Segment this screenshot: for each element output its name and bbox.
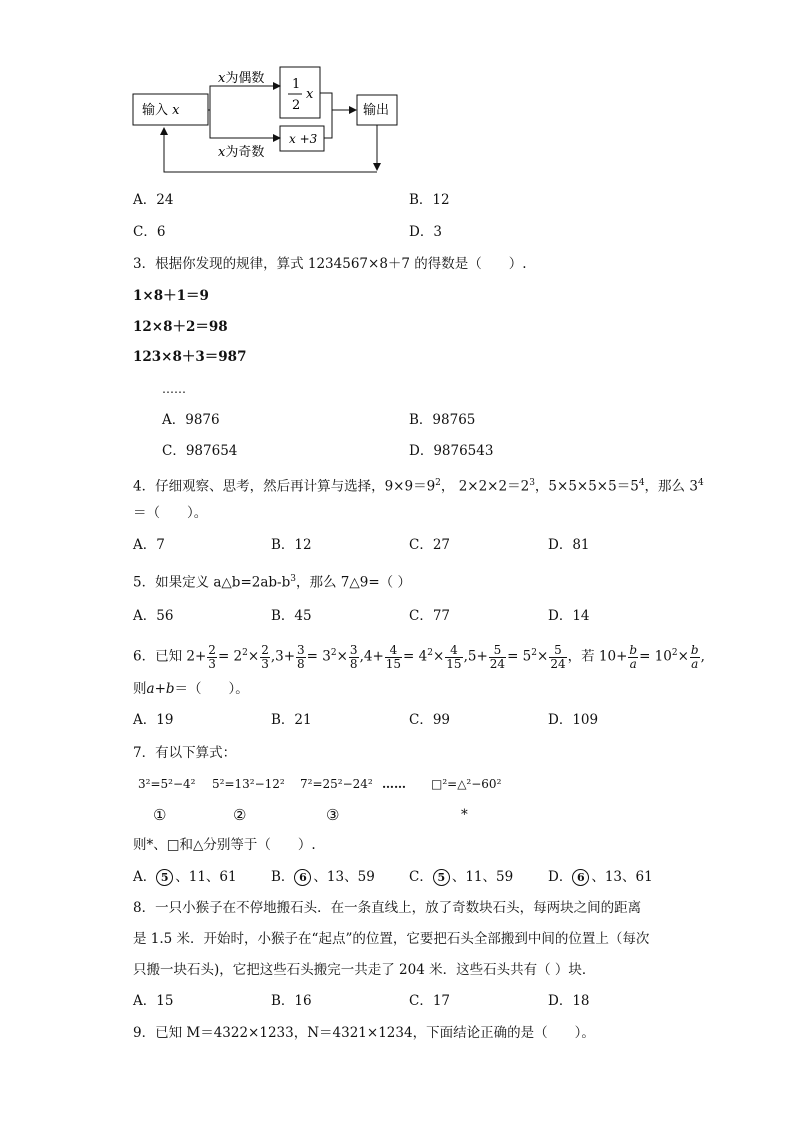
circled-number: 6 (572, 869, 589, 886)
q6-option-c[interactable]: C．99 (409, 712, 451, 728)
q3-stem: 3．根据你发现的规律，算式 1234567×8＋7 的得数是（ ）. (133, 256, 527, 272)
q7-marker-4: * (461, 807, 468, 823)
q8-line-1: 8．一只小猴子在不停地搬石头．在一条直线上，放了奇数块石头，每两块之间的距离 (133, 900, 642, 916)
q6-stem: 6．已知 2+ $\frac{2}{3}$ = $2^2\times$ $\frac{2}{3}$ ,3+ $\frac{3}{8}$ = $3^2\times$ $\frac{3}{8}$ ,4+ $\frac{4}{15}$ = $4^2\times$ $\frac{4}{15}$ ,5+ $\frac{5}{24}$ = $5^2\times$ $\frac{5}{24}$ ，若 10+ $\frac{b}{a}$ = $10^2\times$ $\frac{b}{a}$ , (133, 642, 705, 671)
q8-line-2: 是 1.5 米．开始时，小猴子在“起点”的位置，它要把石头全部搬到中间的位置上（每次 (133, 931, 650, 947)
q7-eq-3: 7²=25²−24² (300, 777, 373, 791)
q5-option-a[interactable]: A．56 (133, 608, 174, 624)
q7-option-c[interactable]: C． 5 、11、59 (409, 869, 514, 885)
q7-dots: …… (382, 777, 406, 791)
plus3-label: x +3 (289, 132, 318, 146)
q8-option-b[interactable]: B．16 (271, 993, 312, 1009)
q7-marker-2: ② (233, 806, 247, 824)
circled-number: 5 (156, 869, 173, 886)
q6-stem-cont: 则a+b＝（ ）。 (133, 681, 249, 697)
q6-option-b[interactable]: B．21 (271, 712, 312, 728)
q2-option-d[interactable]: D．3 (409, 224, 442, 240)
q7-marker-3: ③ (326, 806, 340, 824)
q7-stem: 7．有以下算式： (133, 745, 237, 761)
q4-option-a[interactable]: A．7 (133, 537, 165, 553)
q3-option-d[interactable]: D．9876543 (409, 443, 494, 459)
output-label: 输出 (363, 103, 390, 118)
odd-label: x为奇数 (218, 145, 265, 160)
q4-option-c[interactable]: C．27 (409, 537, 451, 553)
q3-option-b[interactable]: B．98765 (409, 412, 476, 428)
q5-option-d[interactable]: D．14 (548, 608, 590, 624)
q5-option-c[interactable]: C．77 (409, 608, 451, 624)
q7-option-d[interactable]: D． 6 、13、61 (548, 869, 653, 885)
q2-option-c[interactable]: C．6 (133, 224, 166, 240)
q5-option-b[interactable]: B．45 (271, 608, 312, 624)
q7-marker-1: ① (153, 806, 167, 824)
q8-option-d[interactable]: D．18 (548, 993, 590, 1009)
even-label: x为偶数 (218, 71, 265, 86)
q4-option-b[interactable]: B．12 (271, 537, 312, 553)
q8-option-c[interactable]: C．17 (409, 993, 451, 1009)
circled-number: 6 (294, 869, 311, 886)
q7-eq-1: 3²=5²−4² (138, 777, 196, 791)
q3-line-3: 123×8＋3＝987 (133, 349, 247, 365)
q3-line-1: 1×8＋1＝9 (133, 288, 209, 304)
flowchart-diagram (120, 60, 420, 185)
q5-stem: 5．如果定义 $a\triangle b=2ab-b^3$，那么 7△9=（ ） (133, 574, 411, 591)
q2-option-b[interactable]: B．12 (409, 192, 450, 208)
q4-stem-cont: ＝（ ）。 (133, 505, 208, 521)
q4-option-d[interactable]: D．81 (548, 537, 590, 553)
input-label: 输入 x (142, 103, 180, 118)
q2-option-a[interactable]: A．24 (133, 192, 174, 208)
q3-line-2: 12×8＋2＝98 (133, 319, 228, 335)
q8-line-3: 只搬一块石头)，它把这些石头搬完一共走了 204 米．这些石头共有（ ）块． (133, 962, 596, 978)
q7-eq-2: 5²=13²−12² (212, 777, 285, 791)
half-numerator: 1 (292, 77, 301, 92)
q3-option-c[interactable]: C．987654 (162, 443, 238, 459)
q8-option-a[interactable]: A．15 (133, 993, 174, 1009)
q6-option-a[interactable]: A．19 (133, 712, 174, 728)
q7-eq-4: □²=△²−60² (431, 777, 502, 791)
q3-ellipsis: …… (162, 382, 186, 396)
half-var: x (306, 87, 314, 102)
q9-stem: 9．已知 M＝4322×1233，N＝4321×1234，下面结论正确的是（ ）。 (133, 1025, 595, 1041)
q7-option-b[interactable]: B． 6 、13、59 (271, 869, 375, 885)
q6-option-d[interactable]: D．109 (548, 712, 599, 728)
q3-option-a[interactable]: A．9876 (162, 412, 220, 428)
q7-option-a[interactable]: A． 5 、11、61 (133, 869, 237, 885)
q7-question: 则*、□和△分别等于（ ）. (133, 837, 316, 853)
half-denominator: 2 (292, 98, 301, 113)
circled-number: 5 (433, 869, 450, 886)
q4-stem: 4．仔细观察、思考，然后再计算与选择，$9\times 9=9^2$， $2\times 2\times 2=2^3$，$5\times 5\times 5\times 5=5^4$，那么 $3^4$ (133, 478, 704, 495)
